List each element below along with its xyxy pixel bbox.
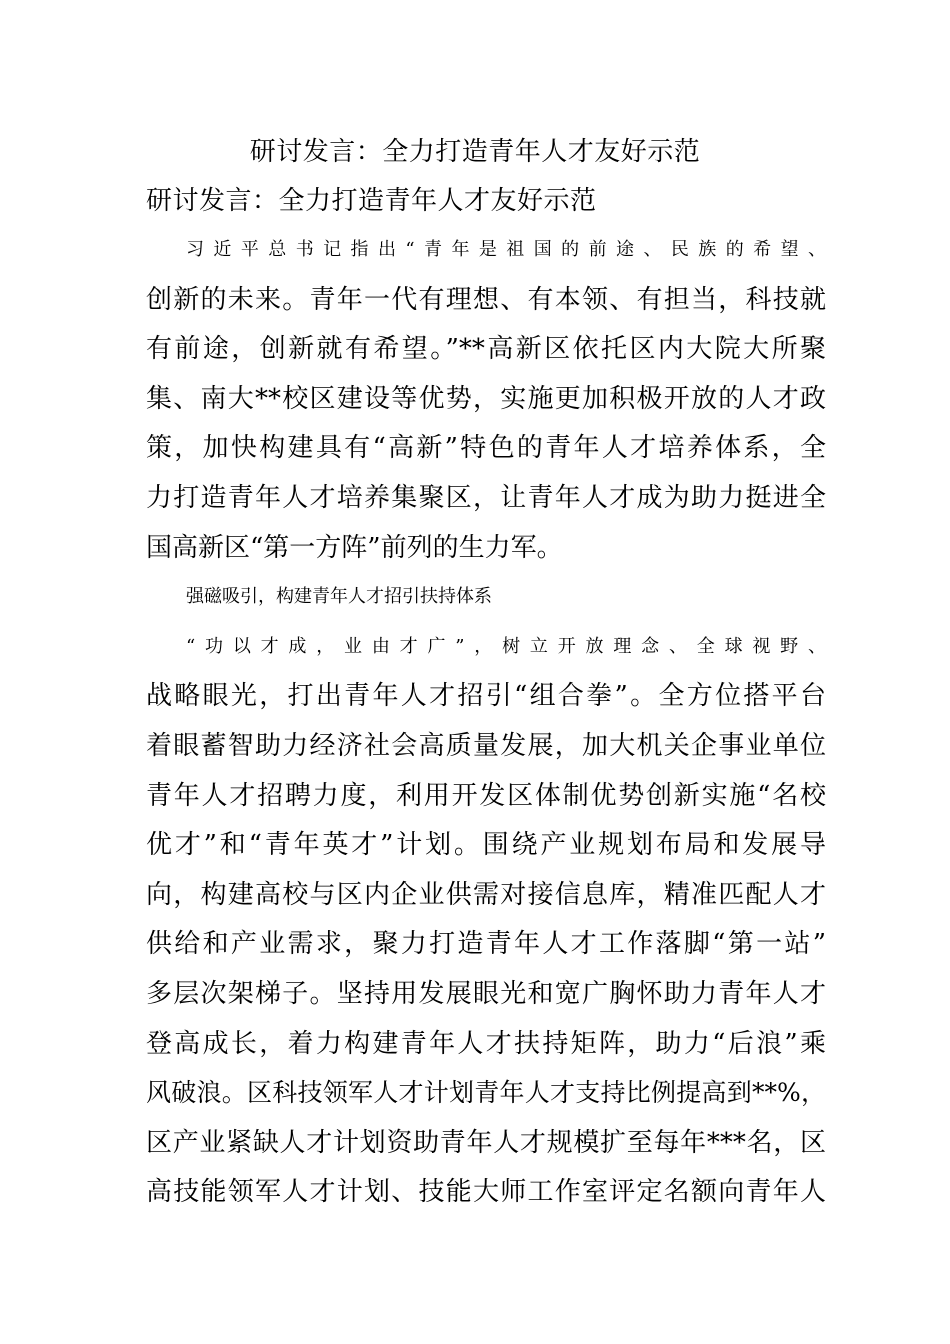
body-line: 着眼蓄智助力经济社会高质量发展，加大机关企事业单位 xyxy=(146,730,826,761)
body-line: 登高成长，着力构建青年人才扶持矩阵，助力“后浪”乘 xyxy=(146,1028,826,1059)
body-line: 风破浪。区科技领军人才计划青年人才支持比例提高到**%， xyxy=(146,1078,826,1108)
body-line: 多层次架梯子。坚持用发展眼光和宽广胸怀助力青年人才 xyxy=(146,978,826,1009)
document-body xyxy=(146,230,826,1222)
body-line: 青年人才招聘力度，利用开发区体制优势创新实施“名校 xyxy=(146,780,826,811)
document-title: 研讨发言：全力打造青年人才友好示范 xyxy=(249,137,701,167)
body-line: 集、南大**校区建设等优势，实施更加积极开放的人才政 xyxy=(146,383,826,414)
document-subtitle: 研讨发言：全力打造青年人才友好示范 xyxy=(146,186,597,216)
body-line: 有前途，创新就有希望。”**高新区依托区内大院大所聚 xyxy=(146,334,826,365)
body-line: 国高新区“第一方阵”前列的生力军。 xyxy=(146,532,563,563)
body-line: 战略眼光，打出青年人才招引“组合拳”。全方位搭平台 xyxy=(146,681,826,712)
body-line: 强磁吸引，构建青年人才招引扶持体系 xyxy=(186,586,492,608)
body-line: 供给和产业需求，聚力打造青年人才工作落脚“第一站” xyxy=(146,929,826,960)
body-line: 力打造青年人才培养集聚区，让青年人才成为助力挺进全 xyxy=(146,482,826,513)
body-line: 优才”和“青年英才”计划。围绕产业规划布局和发展导 xyxy=(146,830,826,861)
body-line: 习近平总书记指出“青年是祖国的前途、民族的希望、 xyxy=(186,239,826,260)
body-line: 创新的未来。青年一代有理想、有本领、有担当，科技就 xyxy=(146,284,826,315)
body-line: 策，加快构建具有“高新”特色的青年人才培养体系，全 xyxy=(146,433,826,464)
body-line: 向，构建高校与区内企业供需对接信息库，精准匹配人才 xyxy=(146,879,826,910)
body-line: 区产业紧缺人才计划资助青年人才规模扩至每年***名，区 xyxy=(146,1127,826,1158)
body-line: 高技能领军人才计划、技能大师工作室评定名额向青年人 xyxy=(146,1177,826,1208)
body-line: “功以才成，业由才广”，树立开放理念、全球视野、 xyxy=(186,635,826,657)
